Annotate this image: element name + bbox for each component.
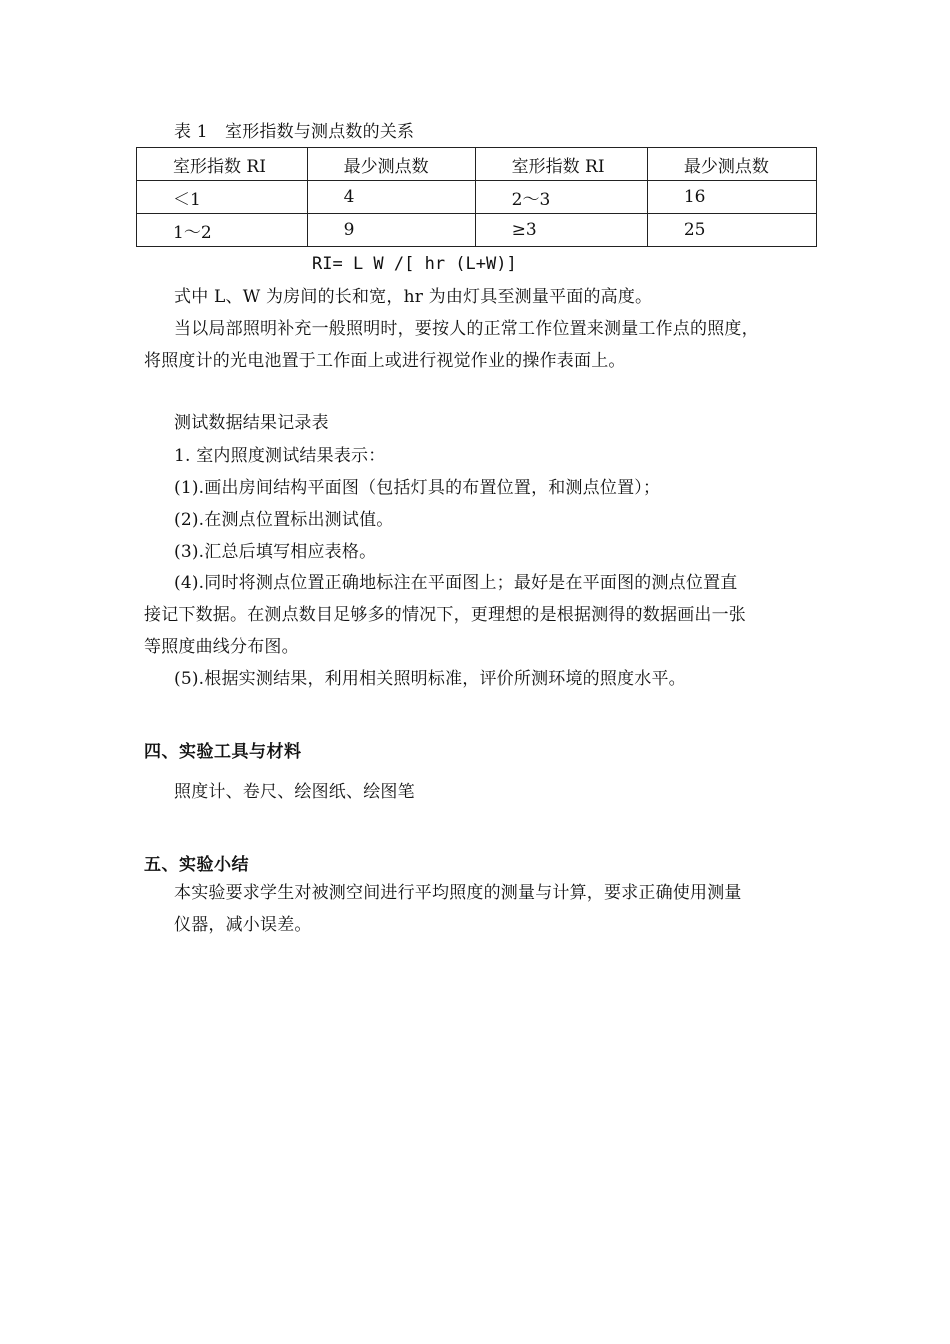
table-cell: 16 bbox=[647, 181, 816, 214]
paragraph: 式中 L、W 为房间的长和宽，hr 为由灯具至测量平面的高度。 bbox=[174, 287, 653, 307]
table-cell: 2～3 bbox=[475, 181, 647, 214]
paragraph: 当以局部照明补充一般照明时，要按人的正常工作位置来测量工作点的照度， bbox=[174, 319, 759, 339]
table-cell: 25 bbox=[647, 214, 816, 247]
paragraph: 将照度计的光电池置于工作面上或进行视觉作业的操作表面上。 bbox=[144, 351, 626, 371]
table-row bbox=[137, 214, 817, 247]
list-item: (2).在测点位置标出测试值。 bbox=[174, 510, 394, 530]
table-cell: 室形指数 RI bbox=[137, 148, 308, 181]
table-caption: 表 1 室形指数与测点数的关系 bbox=[174, 122, 415, 142]
section-heading: 五、实验小结 bbox=[144, 855, 249, 875]
list-item: (4).同时将测点位置正确地标注在平面图上；最好是在平面图的测点位置直 bbox=[174, 573, 738, 593]
list-item: 1. 室内照度测试结果表示： bbox=[174, 446, 386, 466]
record-title: 测试数据结果记录表 bbox=[174, 413, 329, 433]
table-cell: 最少测点数 bbox=[307, 148, 475, 181]
section-heading: 四、实验工具与材料 bbox=[144, 742, 302, 762]
table-cell: 1～2 bbox=[137, 214, 308, 247]
list-item: (5).根据实测结果，利用相关照明标准，评价所测环境的照度水平。 bbox=[174, 669, 686, 689]
ri-table bbox=[136, 147, 817, 247]
list-item: 等照度曲线分布图。 bbox=[144, 637, 299, 657]
formula: RI= L W /[ hr (L+W)] bbox=[312, 254, 517, 274]
table-row bbox=[137, 181, 817, 214]
section-text: 本实验要求学生对被测空间进行平均照度的测量与计算，要求正确使用测量 bbox=[174, 883, 742, 903]
list-item: (3).汇总后填写相应表格。 bbox=[174, 542, 377, 562]
table-cell: 9 bbox=[307, 214, 475, 247]
section-text: 仪器，减小误差。 bbox=[174, 915, 312, 935]
section-text: 照度计、卷尺、绘图纸、绘图笔 bbox=[174, 782, 415, 802]
table-cell: 室形指数 RI bbox=[475, 148, 647, 181]
table-cell: ≥3 bbox=[475, 214, 647, 247]
table-row bbox=[137, 148, 817, 181]
table-cell: 最少测点数 bbox=[647, 148, 816, 181]
list-item: (1).画出房间结构平面图（包括灯具的布置位置，和测点位置）； bbox=[174, 478, 661, 498]
table-cell: 4 bbox=[307, 181, 475, 214]
table-cell: ＜1 bbox=[137, 181, 308, 214]
list-item: 接记下数据。在测点数目足够多的情况下，更理想的是根据测得的数据画出一张 bbox=[144, 605, 746, 625]
